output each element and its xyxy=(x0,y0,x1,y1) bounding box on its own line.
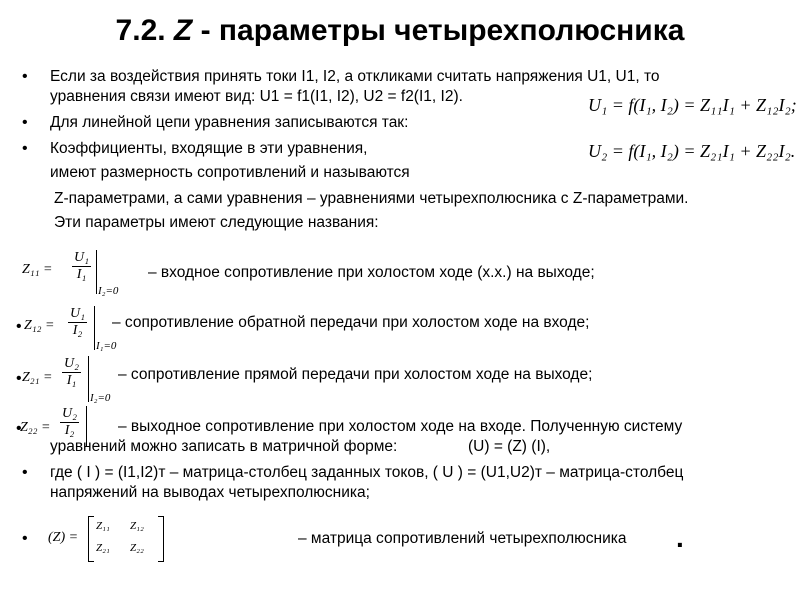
bullet-5: • xyxy=(16,370,22,387)
bullet-6: • xyxy=(16,420,22,437)
desc-z11: – входное сопротивление при холостом ходе (х.х.) на выходе; xyxy=(148,264,595,281)
text-line-5: имеют размерность сопротивлений и называются xyxy=(50,164,410,181)
matrix-right-bracket xyxy=(158,516,164,562)
z22-fraction xyxy=(60,406,79,439)
matrix-z-lhs: (Z) = xyxy=(48,530,79,545)
z12-fraction xyxy=(68,306,87,339)
text-line-8: где ( I ) = (I1,I2)т – матрица-столбец заданных токов, ( U ) = (U1,U2)т – матрица-столбец xyxy=(50,464,684,481)
text-line-9: напряжений на выводах четырехполюсника; xyxy=(50,484,370,501)
z11-lhs: Z₁₁ = xyxy=(22,262,53,277)
matrix-z22: Z₂₂ xyxy=(130,542,144,554)
bullet-2: • xyxy=(22,114,28,131)
text-line-6: Z-параметрами, а сами уравнения – уравнениями четырехполюсника с Z-параметрами. xyxy=(54,190,689,207)
matrix-left-bracket xyxy=(88,516,94,562)
text-line-1: Если за воздействия принять токи I1, I2, а откликами считать напряжения U1, U1, то xyxy=(50,68,660,85)
z21-denominator: I₁ xyxy=(66,373,77,388)
desc-z22-cont: уравнений можно записать в матричной форме: xyxy=(50,438,398,455)
z22-lhs: Z₂₂ = xyxy=(20,420,51,435)
desc-matrix-z: – матрица сопротивлений четырехполюсника xyxy=(298,530,627,547)
matrix-equation: (U) = (Z) (I), xyxy=(468,438,551,455)
text-line-4: Коэффициенты, входящие в эти уравнения, xyxy=(50,140,368,157)
z21-numerator: U₂ xyxy=(64,356,79,371)
z12-lhs: Z₁₂ = xyxy=(24,318,55,333)
page-title xyxy=(0,14,800,48)
desc-z12: – сопротивление обратной передачи при холостом ходе на входе; xyxy=(112,314,590,331)
bullet-4: • xyxy=(16,318,22,335)
equation-u2: U₂ = f(I₁, I₂) = Z₂₁I₁ + Z₂₂I₂. xyxy=(588,141,796,161)
matrix-z21: Z₂₁ xyxy=(96,542,110,554)
z11-fraction xyxy=(72,250,91,283)
matrix-z12: Z₁₂ xyxy=(130,520,144,532)
text-line-3: Для линейной цепи уравнения записываются так: xyxy=(50,114,409,131)
bullet-1: • xyxy=(22,68,28,85)
title-z: Z xyxy=(173,14,193,47)
z22-numerator: U₂ xyxy=(62,406,77,421)
z22-denominator: I₂ xyxy=(64,423,75,438)
z11-condition: I₂=0 xyxy=(98,285,119,297)
final-dot: . xyxy=(676,522,684,553)
equation-u1: U₁ = f(I₁, I₂) = Z₁₁I₁ + Z₁₂I₂; xyxy=(588,95,797,115)
z21-fraction xyxy=(62,356,81,389)
z12-numerator: U₁ xyxy=(70,306,85,321)
bullet-8: • xyxy=(22,530,28,547)
z21-eval-bar xyxy=(88,356,89,402)
z21-condition: I₂=0 xyxy=(90,392,111,404)
z11-numerator: U₁ xyxy=(74,250,89,265)
title-number: 7.2. xyxy=(115,14,174,47)
text-line-7: Эти параметры имеют следующие названия: xyxy=(54,214,379,231)
z11-eval-bar xyxy=(96,250,97,294)
z11-denominator: I₁ xyxy=(76,267,87,282)
z12-condition: I₁=0 xyxy=(96,340,117,352)
desc-z22: – выходное сопротивление при холостом ходе на входе. Полученную систему xyxy=(118,418,683,435)
matrix-z11: Z₁₁ xyxy=(96,520,110,532)
title-text: - параметры четырехполюсника xyxy=(192,14,685,47)
bullet-3: • xyxy=(22,140,28,157)
bullet-7: • xyxy=(22,464,28,481)
desc-z21: – сопротивление прямой передачи при холостом ходе на выходе; xyxy=(118,366,593,383)
text-line-2: уравнения связи имеют вид: U1 = f1(I1, I2), U2 = f2(I1, I2). xyxy=(50,88,463,105)
z12-denominator: I₂ xyxy=(72,323,83,338)
z12-eval-bar xyxy=(94,306,95,350)
z21-lhs: Z₂₁ = xyxy=(22,370,53,385)
